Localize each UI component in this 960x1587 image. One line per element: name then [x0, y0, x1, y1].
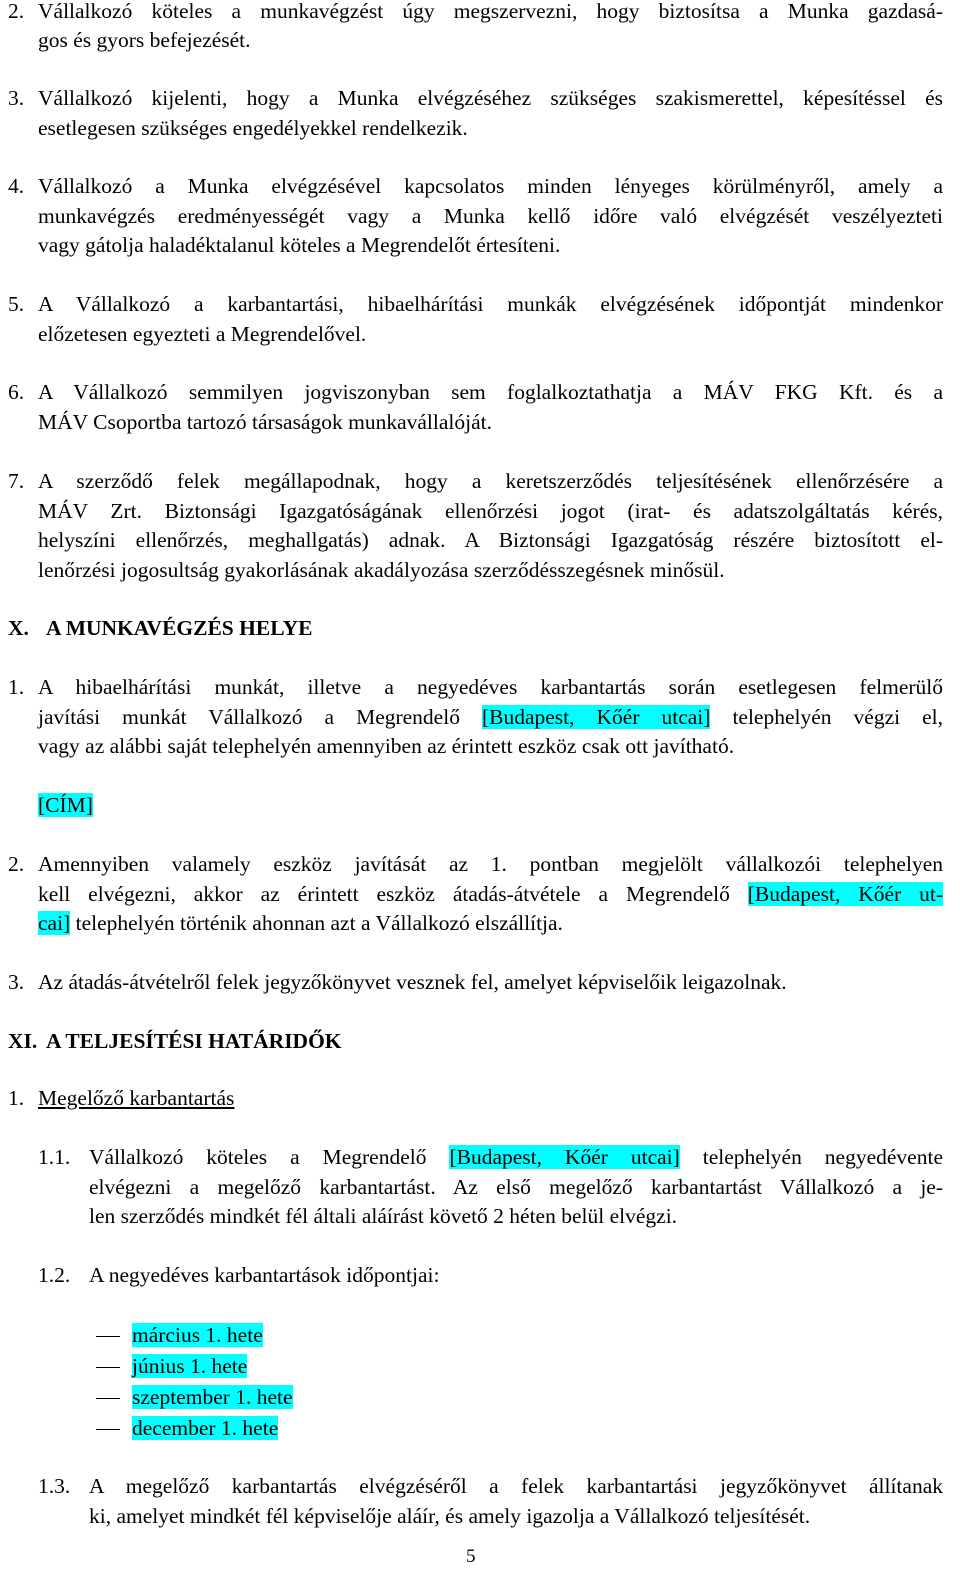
- item-7-line-1: A szerződő felek megállapodnak, hogy a keretszerződés teljesítésének ellenőrzésére a: [38, 469, 943, 493]
- item-2-line-1: Vállalkozó köteles a munkavégzést úgy megszervezni, hogy biztosítsa a Munka gazdasá-: [38, 0, 943, 23]
- item-6-line-1: A Vállalkozó semmilyen jogviszonyban sem foglalkoztathatja a MÁV FKG Kft. és a: [38, 380, 943, 404]
- item-4-number: 4.: [8, 174, 25, 198]
- subitem-1-3-line-2: ki, amelyet mindkét fél képviselője aláír, és amely igazolja a Vállalkozó teljesítését.: [89, 1504, 811, 1528]
- item-5-line-1: A Vállalkozó a karbantartási, hibaelhárítási munkák elvégzésének időpontját mindenkor: [38, 292, 943, 316]
- highlighted-site-address: [Budapest, Kőér utcai]: [481, 705, 711, 729]
- page-number: 5: [466, 1546, 476, 1567]
- list-item-date: március 1. hete: [132, 1323, 263, 1347]
- section-x-item-2-line-2: kell elvégezni, akkor az érintett eszköz átadás-átvétele a Megrendelő [Budapest, Kőér ut-: [38, 882, 944, 906]
- item-3-number: 3.: [8, 86, 25, 110]
- list-item-date: június 1. hete: [132, 1354, 248, 1378]
- list-dash: [96, 1398, 120, 1399]
- section-x-item-2-line-1: Amennyiben valamely eszköz javítását az 1. pontban megjelölt vállalkozói telephelyen: [38, 852, 943, 876]
- section-x-item-2-number: 2.: [8, 852, 25, 876]
- item-4-line-1: Vállalkozó a Munka elvégzésével kapcsolatos minden lényeges körülményről, amely a: [38, 174, 943, 198]
- section-xi-item-1-title: Megelőző karbantartás: [38, 1086, 235, 1110]
- section-x-item-1-number: 1.: [8, 675, 25, 699]
- item-5-line-2: előzetesen egyezteti a Megrendelővel.: [38, 322, 367, 346]
- section-x-item-1-line-1: A hibaelhárítási munkát, illetve a negyedéves karbantartás során esetlegesen felmerülő: [38, 675, 943, 699]
- subitem-1-1-number: 1.1.: [38, 1145, 71, 1169]
- subitem-1-2-text: A negyedéves karbantartások időpontjai:: [89, 1263, 440, 1287]
- item-7-line-3: helyszíni ellenőrzés, meghallgatás) adnak. A Biztonsági Igazgatóság részére biztosított el-: [38, 528, 943, 552]
- section-x-item-2-line-3: cai] telephelyén történik ahonnan azt a Vállalkozó elszállítja.: [38, 911, 563, 935]
- item-6-line-2: MÁV Csoportba tartozó társaságok munkavállalóját.: [38, 410, 492, 434]
- highlighted-site-address: [Budapest, Kőér utcai]: [449, 1145, 680, 1169]
- subitem-1-2-number: 1.2.: [38, 1263, 71, 1287]
- subitem-1-1-line-2: elvégezni a megelőző karbantartást. Az első megelőző karbantartást Vállalkozó a je-: [89, 1175, 943, 1199]
- subitem-1-3-line-1: A megelőző karbantartás elvégzéséről a felek karbantartási jegyzőkönyvet állítanak: [89, 1474, 943, 1498]
- item-6-number: 6.: [8, 380, 25, 404]
- list-item-date: december 1. hete: [132, 1416, 279, 1440]
- section-x-item-1-line-2: javítási munkát Vállalkozó a Megrendelő [Budapest, Kőér utcai] telephelyén végzi el,: [38, 705, 943, 729]
- item-2-line-2: gos és gyors befejezését.: [38, 28, 251, 52]
- section-x-item-3-line-1: Az átadás-átvételről felek jegyzőkönyvet vesznek fel, amelyet képviselőik leigazolnak.: [38, 970, 787, 994]
- item-7-line-4: lenőrzési jogosultság gyakorlásának akadályozása szerződésszegésnek minősül.: [38, 558, 725, 582]
- contractor-address-placeholder: [CÍM]: [38, 793, 93, 817]
- item-4-line-3: vagy gátolja haladéktalanul köteles a Megrendelőt értesíteni.: [38, 233, 561, 257]
- item-7-number: 7.: [8, 469, 25, 493]
- item-7-line-2: MÁV Zrt. Biztonsági Igazgatóságának ellenőrzési jogot (irat- és adatszolgáltatás kérés,: [38, 499, 943, 523]
- item-4-line-2: munkavégzés eredményességét vagy a Munka kellő időre való elvégzését veszélyezteti: [38, 204, 943, 228]
- section-x-item-3-number: 3.: [8, 970, 25, 994]
- list-dash: [96, 1367, 120, 1368]
- list-dash: [96, 1429, 120, 1430]
- section-xi-number: XI.: [8, 1029, 38, 1053]
- subitem-1-3-number: 1.3.: [38, 1474, 71, 1498]
- section-x-item-1-line-3: vagy az alábbi saját telephelyén amennyiben az érintett eszköz csak ott javítható.: [38, 734, 735, 758]
- section-x-number: X.: [8, 616, 29, 640]
- subitem-1-1-line-3: len szerződés mindkét fél általi aláírást követő 2 héten belül elvégzi.: [89, 1204, 678, 1228]
- item-5-number: 5.: [8, 292, 25, 316]
- section-x-title: A MUNKAVÉGZÉS HELYE: [46, 616, 313, 640]
- section-xi-item-1-number: 1.: [8, 1086, 25, 1110]
- section-xi-title: A TELJESÍTÉSI HATÁRIDŐK: [46, 1029, 342, 1053]
- item-3-line-2: esetlegesen szükséges engedélyekkel rendelkezik.: [38, 116, 468, 140]
- item-3-line-1: Vállalkozó kijelenti, hogy a Munka elvégzéséhez szükséges szakismerettel, képesítéssel és: [38, 86, 943, 110]
- item-2-number: 2.: [8, 0, 25, 23]
- list-item-date: szeptember 1. hete: [132, 1385, 293, 1409]
- subitem-1-1-line-1: Vállalkozó köteles a Megrendelő [Budapest, Kőér utcai] telephelyén negyedévente: [89, 1145, 943, 1169]
- highlighted-site-address: [Budapest, Kőér ut-: [747, 882, 944, 906]
- list-dash: [96, 1336, 120, 1337]
